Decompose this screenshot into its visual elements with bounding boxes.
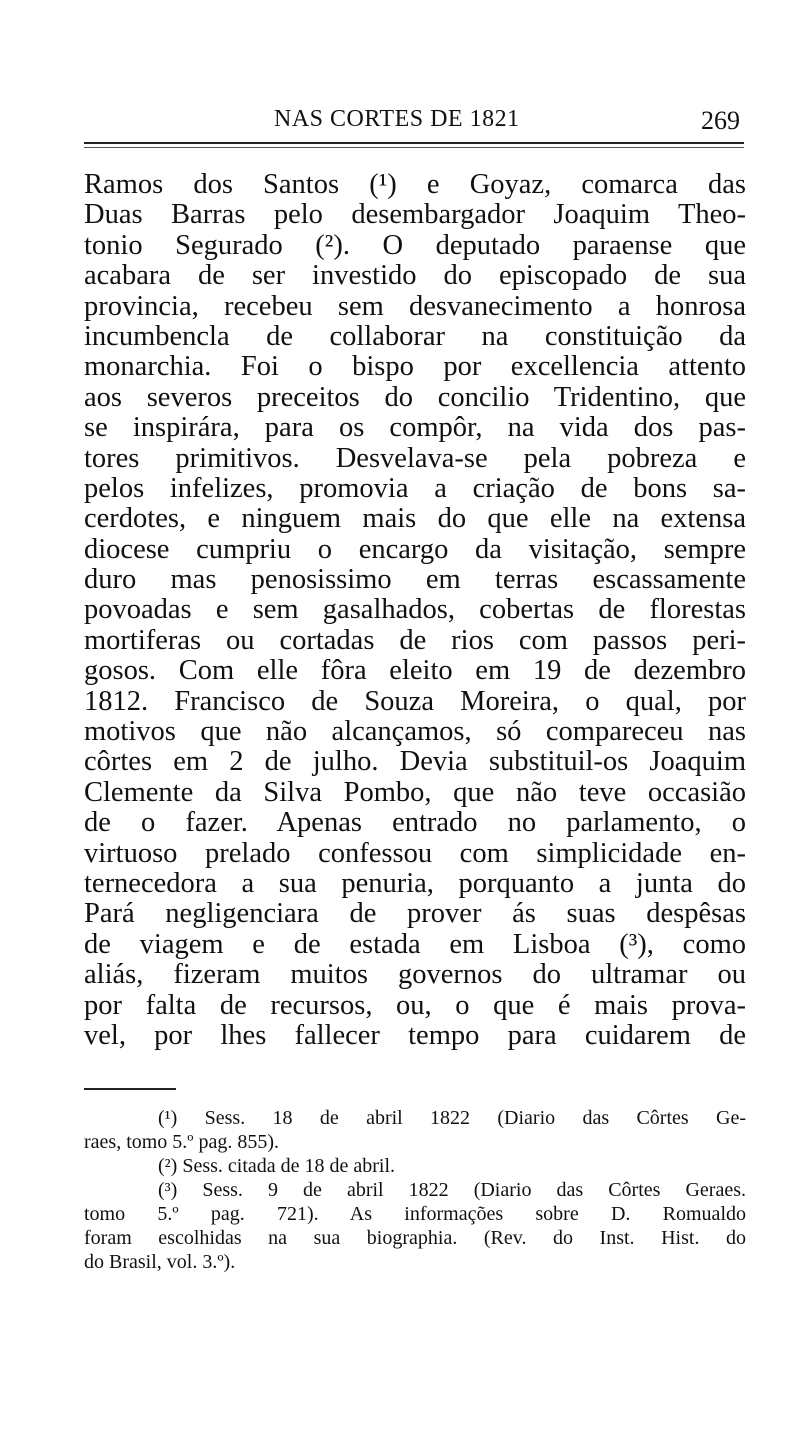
body-text: [84, 170, 746, 1051]
page-number: 269: [701, 106, 740, 135]
header-rule-thin: [84, 147, 744, 148]
text-line: tores primitivos. Desvelava-se pela pobreza e: [84, 442, 746, 474]
footnotes: [84, 1106, 746, 1274]
text-line: de viagem e de estada em Lisboa (³), como: [84, 928, 746, 960]
text-line: virtuoso prelado confessou com simplicidade en-: [84, 837, 746, 869]
text-line: cerdotes, e ninguem mais do que elle na extensa: [84, 503, 746, 535]
text-line: de o fazer. Apenas entrado no parlamento, o: [84, 807, 746, 839]
text-line: tonio Segurado (²). O deputado paraense que: [84, 229, 746, 261]
running-title: NAS CORTES DE 1821: [274, 106, 520, 132]
footnote-line: foram escolhidas na sua biographia. (Rev. do Inst. Hist. do: [84, 1227, 746, 1249]
text-line: vel, por lhes fallecer tempo para cuidarem de: [84, 1019, 746, 1051]
text-line: Ramos dos Santos (¹) e Goyaz, comarca das: [84, 169, 746, 200]
footnote-line: (²) Sess. citada de 18 de abril.: [158, 1155, 396, 1177]
footnote-line: (³) Sess. 9 de abril 1822 (Diario das Côrtes Geraes.: [158, 1179, 746, 1201]
text-line: côrtes em 2 de julho. Devia substituil-os Joaquim: [84, 746, 746, 778]
text-line: incumbencla de collaborar na constituição da: [84, 320, 746, 352]
text-line: Clemente da Silva Pombo, que não teve occasião: [84, 776, 746, 808]
header-rule: [84, 142, 744, 144]
text-line: Pará negligenciara de prover ás suas despêsas: [84, 898, 746, 930]
text-line: por falta de recursos, ou, o que é mais prova-: [84, 989, 746, 1021]
text-line: duro mas penosissimo em terras escassamente: [84, 564, 746, 596]
text-line: Duas Barras pelo desembargador Joaquim Theo-: [84, 199, 746, 231]
text-line: povoadas e sem gasalhados, cobertas de florestas: [84, 594, 746, 626]
footnote-line: tomo 5.º pag. 721). As informações sobre D. Romualdo: [84, 1203, 746, 1225]
text-line: aliás, fizeram muitos governos do ultramar ou: [84, 959, 746, 991]
text-line: provincia, recebeu sem desvanecimento a honrosa: [84, 290, 746, 322]
text-line: monarchia. Foi o bispo por excellencia attento: [84, 351, 746, 383]
text-line: ternecedora a sua penuria, porquanto a junta do: [84, 867, 746, 899]
text-line: mortiferas ou cortadas de rios com passos peri-: [84, 624, 746, 656]
running-head: [84, 106, 740, 142]
text-line: se inspirára, para os compôr, na vida dos pas-: [84, 412, 746, 444]
text-line: motivos que não alcançamos, só compareceu nas: [84, 716, 746, 748]
footnote-line: raes, tomo 5.º pag. 855).: [84, 1131, 280, 1153]
text-line: pelos infelizes, promovia a criação de bons sa-: [84, 472, 746, 504]
footnote-line: (¹) Sess. 18 de abril 1822 (Diario das Côrtes Ge-: [158, 1107, 746, 1129]
text-line: aos severos preceitos do concilio Tridentino, que: [84, 381, 746, 413]
text-line: acabara de ser investido do episcopado de sua: [84, 260, 746, 292]
footnote-rule: [84, 1088, 176, 1090]
text-line: diocese cumpriu o encargo da visitação, sempre: [84, 533, 746, 565]
footnote-line: do Brasil, vol. 3.º).: [84, 1251, 236, 1273]
text-line: gosos. Com elle fôra eleito em 19 de dezembro: [84, 655, 746, 687]
text-line: 1812. Francisco de Souza Moreira, o qual, por: [84, 685, 746, 717]
